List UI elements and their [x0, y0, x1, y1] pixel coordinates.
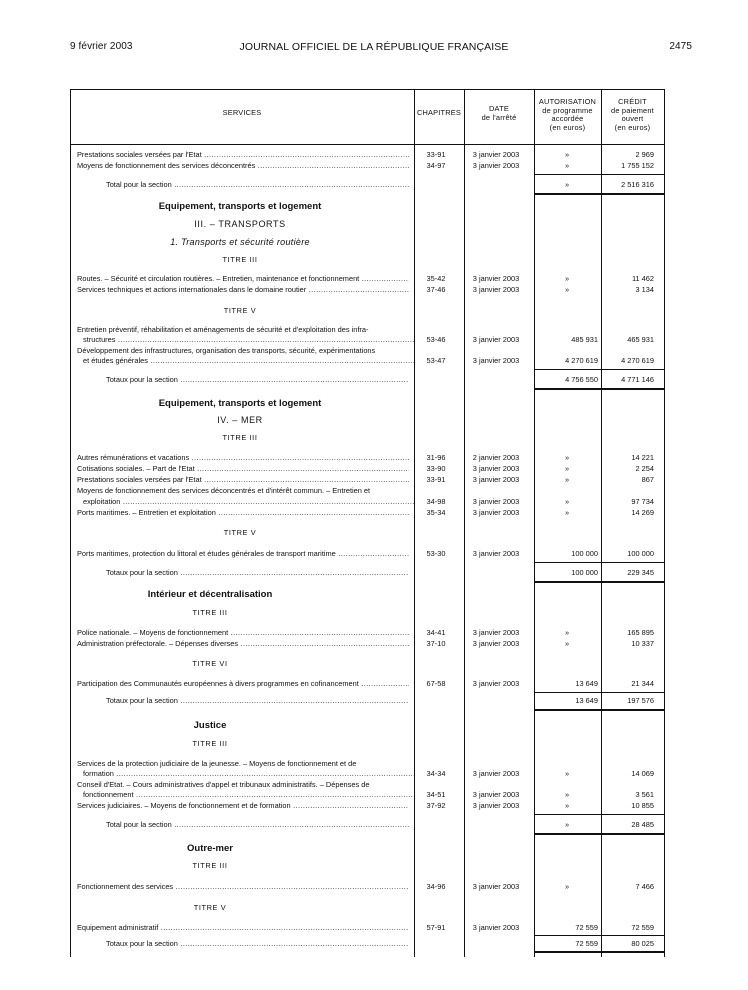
header-date: 9 février 2003	[70, 41, 133, 52]
subsection-heading: III. – TRANSPORTS	[194, 219, 286, 229]
section-heading: Equipement, transports et logement	[158, 398, 322, 409]
subsection-heading: IV. – MER	[217, 415, 263, 425]
titre-heading: TITRE V	[193, 903, 227, 912]
titre-heading: TITRE III	[192, 861, 228, 870]
col-header-services: SERVICES	[222, 108, 262, 117]
subsection-heading: 1. Transports et sécurité routière	[170, 237, 310, 247]
page-number: 2475	[669, 41, 692, 52]
appropriations-table: SERVICES CHAPITRES DATE de l'arrêté AUTORISATION de programme accordée (en euros) CRÉDIT de paiement ouvert (en euros) Prestations sociales versées par l'Etat ..... 33-91 3 janvier 2003 » 2 969 Moyens de fonctionnement des services déconcentrés ..... 34-97 3 janvier 2003 » 1 755 152 Total pour la section ..... » 2 516 316 Equipement, transports et logement III. – TRANSPORTS 1. Transports et sécurité routière TITRE III Routes. – Sécurité et circulation routières. – Entretien, maintenance et fonctionnement ..... 35-42 3 janvier 2003 » 11 462 Services techniques et actions internationales dans le domaine routier ..... 37-46 3 janvier 2003 » 3 134 TITRE V Entretien préventif, réhabilitation et aménagements de sécurité et d'exploitation des infra- structures ..... 53-46 3 janvier 2003 485 931 465 931 Développement des infrastructures, organisation des transports, sécurité, expérimentations et études générales ..... 53-47 3 janvier 2003 4 270 619 4 270 619 Totaux pour la section ..... 4 756 550 4 771 146 Equipement, transports et logement IV. – MER TITRE III Autres rémunérations et vacations ..... 31-96 2 janvier 2003 » 14 221 Cotisations sociales. – Part de l'Etat ..... 33-90 3 janvier 2003 » 2 254 Prestations sociales versées par l'Etat ..... 33-91 3 janvier 2003 » 867 Moyens de fonctionnement des services déconcentrés et d'intérêt commun. – Entretien et exploitation ..... 34-98 3 janvier 2003 » 97 734 Ports maritimes. – Entretien et exploitation ..... 35-34 3 janvier 2003 » 14 269 TITRE V Ports maritimes, protection du littoral et études générales de transport maritime ..... 53-30 3 janvier 2003 100 000 100 000 Totaux pour la section ..... 100 000 229 345 Intérieur et décentralisation TITRE III Police nationale. – Moyens de fonctionnement ..... 34-41 3 janvier 2003 » 165 895 Administration préfectorale. – Dépenses diverses ..... 37-10 3 janvier 2003 » 10 337 TITRE VI Participation des Communautés européennes à divers programmes en cofinancement ..... 67-58 3 janvier 2003 13 649 21 344 Totaux pour la section ..... 13 649 197 576 Justice TITRE III Services de la protection judiciaire de la jeunesse. – Moyens de fonctionnement et de formation ..... 34-34 3 janvier 2003 » 14 069 Conseil d'Etat. – Cours administratives d'appel et tribunaux administratifs. – Dépenses de fonctionnement ..... 34-51 3 janvier 2003 » 3 561 Services judiciaires. – Moyens de fonctionnement et de formation ..... 37-92 3 janvier 2003 » 10 855 Total pour la section ..... » 28 485 Outre-mer TITRE III Fonctionnement des services ..... 34-96 3 janvier 2003 » 7 466 TITRE V Equipement administratif ..... 57-91 3 janvier 2003 72 559 72 559 Totaux pour la section ..... 72 559 80 025	[70, 89, 665, 957]
col-header-autorisation: AUTORISATION de programme accordée (en euros)	[538, 97, 597, 132]
titre-heading: TITRE III	[192, 739, 228, 748]
titre-heading: TITRE VI	[192, 659, 228, 668]
col-header-date: DATE de l'arrêté	[481, 104, 517, 122]
section-heading: Equipement, transports et logement	[158, 201, 322, 212]
section-heading: Intérieur et décentralisation	[147, 589, 273, 600]
journal-title: JOURNAL OFFICIEL DE LA RÉPUBLIQUE FRANÇAISE	[239, 41, 509, 53]
section-heading: Outre-mer	[187, 843, 233, 854]
titre-heading: TITRE III	[192, 608, 228, 617]
titre-heading: TITRE V	[223, 306, 257, 315]
titre-heading: TITRE V	[223, 528, 257, 537]
col-header-chapitres: CHAPITRES	[416, 108, 462, 117]
titre-heading: TITRE III	[222, 255, 258, 264]
col-header-credit: CRÉDIT de paiement ouvert (en euros)	[611, 97, 654, 132]
titre-heading: TITRE III	[222, 433, 258, 442]
section-heading: Justice	[193, 720, 227, 731]
